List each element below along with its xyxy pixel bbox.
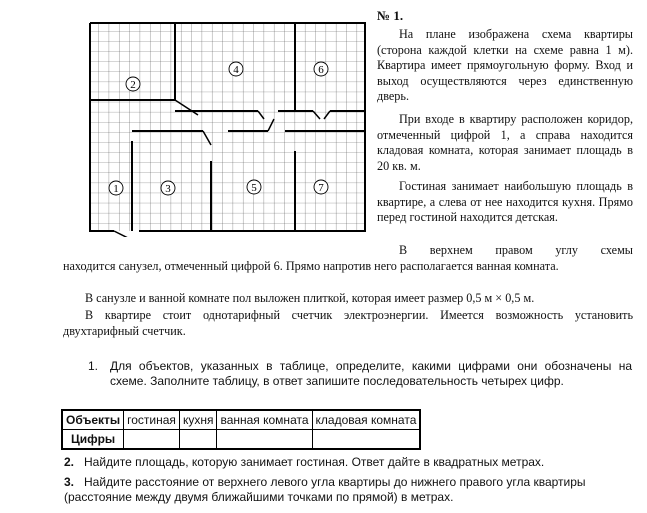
paragraph-living-room: Гостиная занимает наибольшую площадь в квартире, а слева от нее находится кухня. Прямо перед гостиной находится детская.: [377, 179, 633, 224]
task1-text: Для объектов, указанных в таблице, определите, какими цифрами они обозначены на схеме. Заполните таблицу, в ответ запишите последовательность четырех цифр.: [110, 359, 632, 388]
room-label-4: 4: [233, 64, 239, 76]
table-row: [62, 430, 420, 450]
table-cell-living-room: гостиная: [124, 410, 180, 430]
paragraph-plan-description: На плане изображена схема квартиры (сторона каждой клетки на схеме равна 1 м). Квартира имеет прямоугольную форму. Вход и выход осуществляются через единственную дверь.: [377, 27, 633, 103]
room-label-1: 1: [113, 183, 119, 195]
table-cell-bathroom: ванная комната: [217, 410, 312, 430]
answer-input-living-room[interactable]: [124, 430, 180, 450]
paragraph-corridor: При входе в квартиру расположен коридор, отмеченный цифрой 1, а справа находится кладовая комната, которая занимает площадь в 20 кв. м.: [377, 112, 633, 173]
room-label-2: 2: [130, 79, 136, 91]
answer-input-bathroom[interactable]: [217, 430, 312, 450]
task3-text: Найдите расстояние от верхнего левого угла квартиры до нижнего правого угла квартиры (расстояние между двумя ближайшими точками по прямой) в метрах.: [64, 475, 586, 504]
paragraph-tiles: В санузле и ванной комнате пол выложен плиткой, которая имеет размер 0,5 м × 0,5 м.: [85, 291, 535, 305]
room-label-7: 7: [318, 182, 324, 194]
table-header-objects: Объекты: [62, 410, 124, 430]
table-row: [62, 410, 420, 430]
table-cell-storage: кладовая комната: [312, 410, 420, 430]
task3-number: 3.: [64, 475, 75, 489]
apartment-floor-plan: [88, 21, 372, 237]
task1-number: 1.: [88, 359, 99, 373]
table-header-digits: Цифры: [62, 430, 124, 450]
task2-text: Найдите площадь, которую занимает гостиная. Ответ дайте в квадратных метрах.: [84, 455, 545, 469]
problem-number: № 1.: [377, 8, 404, 23]
paragraph-meter: В квартире стоит однотарифный счетчик электроэнергии. Имеется возможность установить двухтарифный счетчик.: [63, 308, 633, 338]
room-label-6: 6: [318, 64, 324, 76]
answer-table: [61, 409, 421, 450]
answer-input-storage[interactable]: [312, 430, 420, 450]
room-label-5: 5: [251, 182, 257, 194]
room-label-3: 3: [165, 183, 171, 195]
paragraph-bathroom: находится санузел, отмеченный цифрой 6. Прямо напротив него располагается ванная комната.: [63, 259, 559, 273]
table-cell-kitchen: кухня: [179, 410, 217, 430]
task2-number: 2.: [64, 455, 75, 469]
answer-input-kitchen[interactable]: [179, 430, 217, 450]
paragraph-bathroom-start: В верхнем правом углу схемы: [399, 243, 633, 257]
